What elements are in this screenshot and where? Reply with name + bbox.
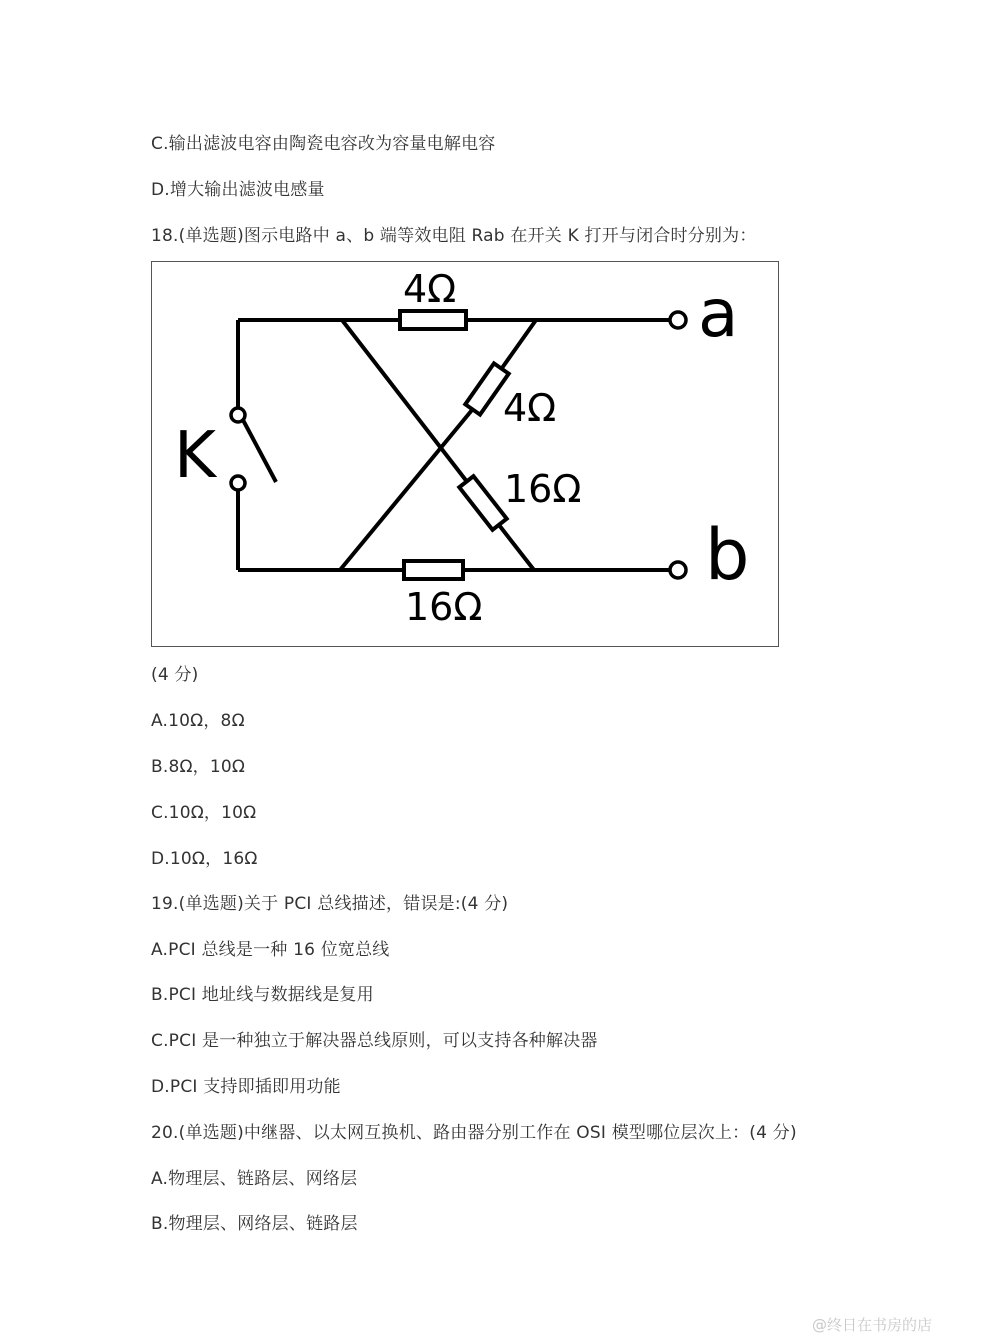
switch-contact-top — [231, 408, 245, 422]
q19-stem: 19.(单选题)关于 PCI 总线描述，错误是:(4 分) — [151, 894, 509, 914]
switch-contact-bottom — [231, 476, 245, 490]
q19-option-a: A.PCI 总线是一种 16 位宽总线 — [151, 940, 390, 960]
resistor-top-4-ohm — [400, 311, 466, 329]
q19-option-c: C.PCI 是一种独立于解决器总线原则，可以支持各种解决器 — [151, 1031, 598, 1051]
q17-option-d: D.增大输出滤波电感量 — [151, 180, 325, 200]
label-switch: K — [174, 419, 216, 493]
label-terminal-b: b — [705, 514, 750, 596]
wire-diag-down-upper — [342, 320, 468, 483]
q18-stem: 18.(单选题)图示电路中 a、b 端等效电阻 Rab 在开关 K 打开与闭合时分别为： — [151, 226, 757, 246]
wire-diag-down-lower — [499, 525, 534, 570]
terminal-a — [670, 312, 686, 328]
q20-option-a: A.物理层、链路层、网络层 — [151, 1169, 358, 1189]
q19-option-b: B.PCI 地址线与数据线是复用 — [151, 985, 374, 1005]
switch-blade — [243, 420, 276, 482]
q20-stem: 20.(单选题)中继器、以太网互换机、路由器分别工作在 OSI 模型哪位层次上：(4 分) — [151, 1123, 797, 1143]
watermark: @终日在书房的店 — [812, 1316, 933, 1334]
wire-diag-up-lower — [340, 410, 472, 570]
circuit-figure — [151, 261, 779, 647]
q18-option-d: D.10Ω，16Ω — [151, 849, 258, 869]
q18-score: (4 分) — [151, 665, 199, 685]
label-terminal-a: a — [698, 275, 739, 352]
label-r-bottom: 16Ω — [405, 585, 483, 629]
q18-option-c: C.10Ω，10Ω — [151, 803, 257, 823]
circuit-diagram — [152, 262, 780, 648]
q18-option-b: B.8Ω，10Ω — [151, 757, 246, 777]
q20-option-b: B.物理层、网络层、链路层 — [151, 1214, 358, 1234]
label-r-diag-up: 4Ω — [503, 386, 557, 430]
terminal-b — [670, 562, 686, 578]
label-r-diag-down: 16Ω — [504, 467, 582, 511]
q18-option-a: A.10Ω，8Ω — [151, 711, 245, 731]
wire-diag-up-upper — [502, 320, 536, 368]
q17-option-c: C.输出滤波电容由陶瓷电容改为容量电解电容 — [151, 134, 496, 154]
label-r-top: 4Ω — [403, 267, 457, 311]
resistor-diag-16-ohm — [459, 476, 506, 530]
resistor-bottom-16-ohm — [404, 561, 463, 579]
q19-option-d: D.PCI 支持即插即用功能 — [151, 1077, 341, 1097]
